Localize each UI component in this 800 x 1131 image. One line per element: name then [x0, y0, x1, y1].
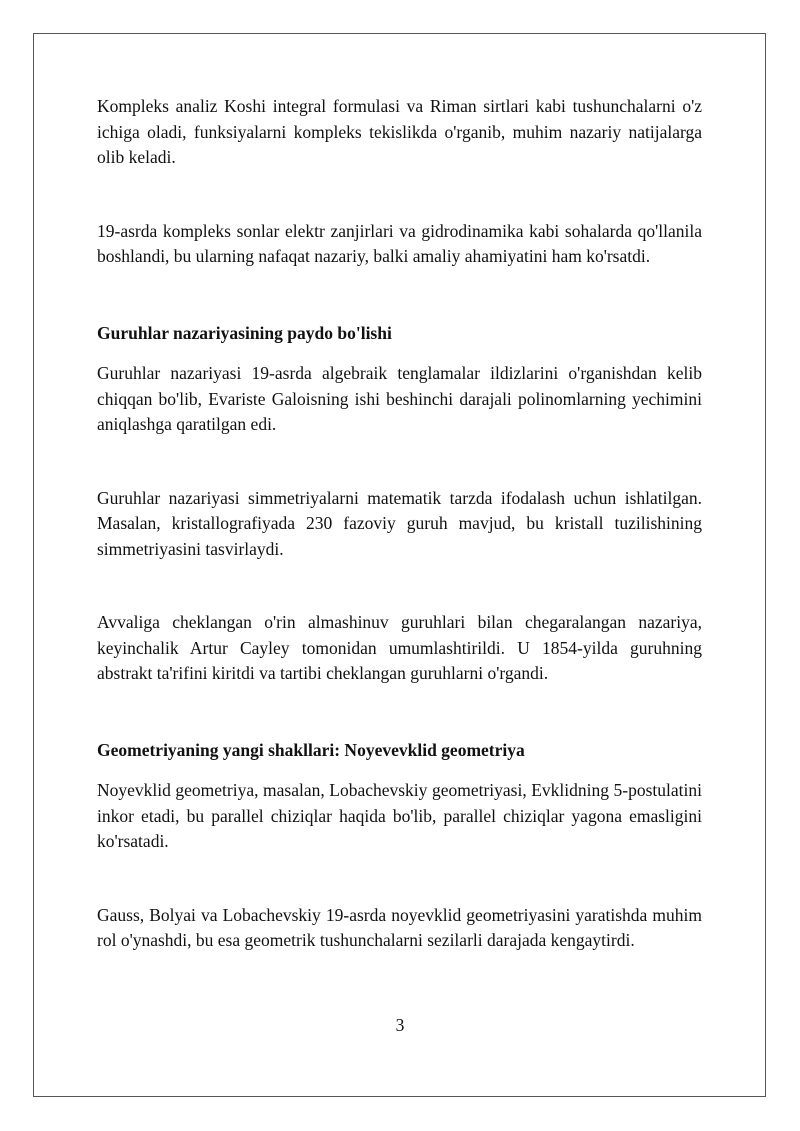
paragraph-complex-analysis: Kompleks analiz Koshi integral formulasi va Riman sirtlari kabi tushunchalarni o'z ichiga oladi, funksiyalarni kompleks tekislikda o'rganib, muhim nazariy natijalarga olib keladi.: [97, 96, 702, 167]
paragraph-non-euclidean-founders: Gauss, Bolyai va Lobachevskiy 19-asrda noyevklid geometriyasini yaratishda muhim rol o'ynashdi, bu esa geometrik tushunchalarni sezilarli darajada kengaytirdi.: [97, 904, 702, 950]
page-number: 3: [395, 1015, 405, 1035]
paragraph-non-euclidean-definition: Noyevklid geometriya, masalan, Lobachevskiy geometriyasi, Evklidning 5-postulatini inkor etadi, bu parallel chiziqlar haqida bo'lib, parallel chiziqlar yagona emasligini ko'rsatadi.: [97, 780, 702, 851]
paragraph-group-theory-origin: Guruhlar nazariyasi 19-asrda algebraik tenglamalar ildizlarini o'rganishdan kelib chiqqan bo'lib, Evariste Galoisning ishi beshinchi darajali polinomlarning yechimini aniqlashga qaratilgan edi.: [97, 363, 702, 434]
section-heading-non-euclidean: Geometriyaning yangi shakllari: Noyevevklid geometriya: [97, 739, 525, 760]
document-body: [97, 94, 702, 954]
paragraph-group-theory-symmetry: Guruhlar nazariyasi simmetriyalarni matematik tarzda ifodalash uchun ishlatilgan. Masalan, kristallografiyada 230 fazoviy guruh mavjud, bu kristall tuzilishining simmetriyasini tasvirlaydi.: [97, 487, 702, 559]
paragraph-complex-applications: 19-asrda kompleks sonlar elektr zanjirlari va gidrodinamika kabi sohalarda qo'llanila boshlandi, bu ularning nafaqat nazariy, balki amaliy ahamiyatini ham ko'rsatdi.: [97, 220, 702, 266]
paragraph-group-theory-cayley: Avvaliga cheklangan o'rin almashinuv guruhlari bilan chegaralangan nazariya, keyinchalik Artur Cayley tomonidan umumlashtirildi. U 1854-yilda guruhning abstrakt ta'rifini kiritdi va tartibi cheklangan guruhlarni o'rgandi.: [97, 612, 702, 683]
section-heading-group-theory: Guruhlar nazariyasining paydo bo'lishi: [97, 322, 392, 343]
